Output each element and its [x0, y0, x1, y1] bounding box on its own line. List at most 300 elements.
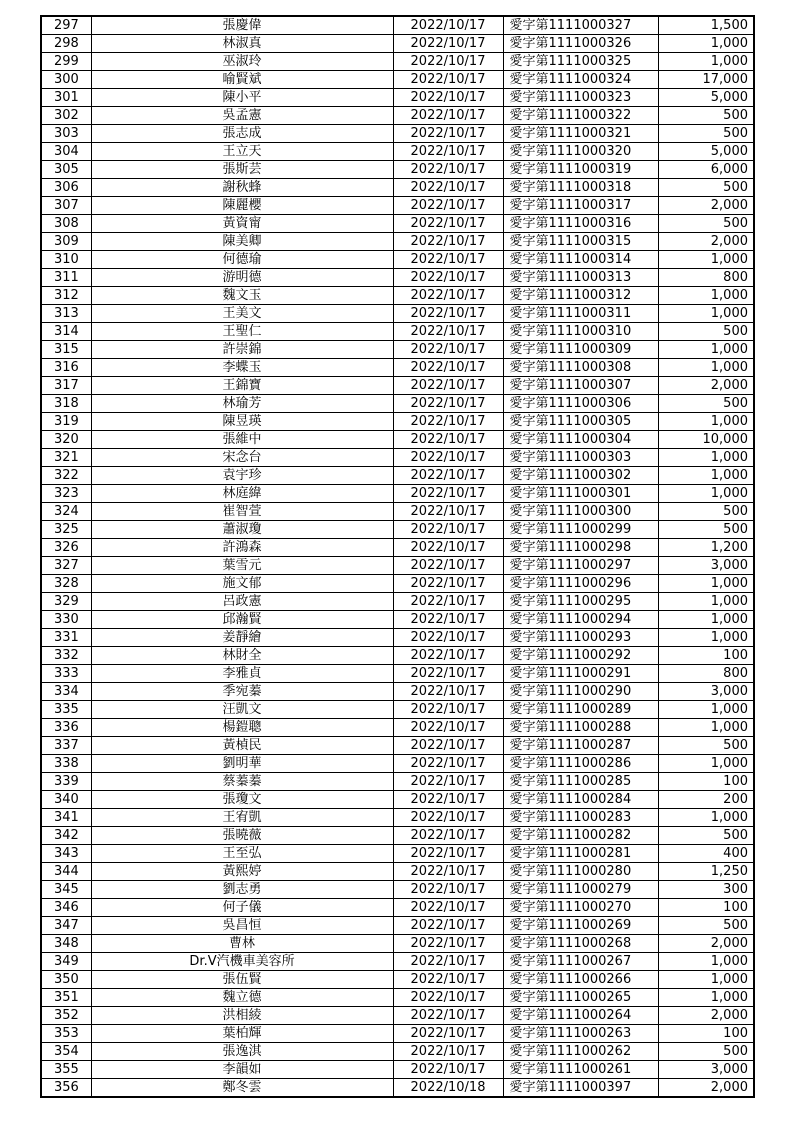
- donor-name-cell: 葉雪元: [91, 557, 393, 575]
- table-row: [41, 881, 754, 899]
- date-cell: 2022/10/17: [393, 593, 503, 611]
- donor-name-cell: 魏文玉: [91, 287, 393, 305]
- row-number-cell: 322: [41, 467, 91, 485]
- date-cell: 2022/10/17: [393, 179, 503, 197]
- date-cell: 2022/10/17: [393, 863, 503, 881]
- table-row: [41, 971, 754, 989]
- table-row: [41, 989, 754, 1007]
- receipt-number-cell: 愛字第1111000302: [503, 467, 658, 485]
- amount-cell: 1,000: [658, 341, 754, 359]
- receipt-number-cell: 愛字第1111000266: [503, 971, 658, 989]
- date-cell: 2022/10/17: [393, 467, 503, 485]
- table-row: [41, 179, 754, 197]
- receipt-number-cell: 愛字第1111000269: [503, 917, 658, 935]
- amount-cell: 1,000: [658, 305, 754, 323]
- table-row: [41, 215, 754, 233]
- receipt-number-cell: 愛字第1111000316: [503, 215, 658, 233]
- date-cell: 2022/10/17: [393, 719, 503, 737]
- date-cell: 2022/10/17: [393, 359, 503, 377]
- donor-name-cell: 楊鎧聰: [91, 719, 393, 737]
- donor-name-cell: 陳昱瑛: [91, 413, 393, 431]
- amount-cell: 1,000: [658, 953, 754, 971]
- table-row: [41, 611, 754, 629]
- date-cell: 2022/10/17: [393, 449, 503, 467]
- receipt-number-cell: 愛字第1111000287: [503, 737, 658, 755]
- date-cell: 2022/10/17: [393, 611, 503, 629]
- amount-cell: 2,000: [658, 197, 754, 215]
- donor-name-cell: 黃熙婷: [91, 863, 393, 881]
- donation-table: [40, 15, 755, 1098]
- table-row: [41, 917, 754, 935]
- table-row: [41, 251, 754, 269]
- table-row: [41, 161, 754, 179]
- date-cell: 2022/10/17: [393, 395, 503, 413]
- receipt-number-cell: 愛字第1111000294: [503, 611, 658, 629]
- amount-cell: 2,000: [658, 377, 754, 395]
- receipt-number-cell: 愛字第1111000279: [503, 881, 658, 899]
- receipt-number-cell: 愛字第1111000262: [503, 1043, 658, 1061]
- date-cell: 2022/10/17: [393, 215, 503, 233]
- table-row: [41, 953, 754, 971]
- donor-name-cell: 林淑真: [91, 35, 393, 53]
- row-number-cell: 333: [41, 665, 91, 683]
- row-number-cell: 350: [41, 971, 91, 989]
- row-number-cell: 301: [41, 89, 91, 107]
- receipt-number-cell: 愛字第1111000312: [503, 287, 658, 305]
- amount-cell: 3,000: [658, 557, 754, 575]
- amount-cell: 1,000: [658, 485, 754, 503]
- donor-name-cell: 袁宇珍: [91, 467, 393, 485]
- table-row: [41, 845, 754, 863]
- row-number-cell: 299: [41, 53, 91, 71]
- date-cell: 2022/10/17: [393, 269, 503, 287]
- amount-cell: 1,000: [658, 413, 754, 431]
- amount-cell: 1,200: [658, 539, 754, 557]
- amount-cell: 100: [658, 1025, 754, 1043]
- amount-cell: 1,000: [658, 989, 754, 1007]
- donor-name-cell: 林財全: [91, 647, 393, 665]
- receipt-number-cell: 愛字第1111000303: [503, 449, 658, 467]
- row-number-cell: 302: [41, 107, 91, 125]
- date-cell: 2022/10/17: [393, 413, 503, 431]
- amount-cell: 2,000: [658, 935, 754, 953]
- table-row: [41, 341, 754, 359]
- amount-cell: 1,000: [658, 35, 754, 53]
- table-row: [41, 467, 754, 485]
- table-row: [41, 305, 754, 323]
- date-cell: 2022/10/17: [393, 323, 503, 341]
- receipt-number-cell: 愛字第1111000308: [503, 359, 658, 377]
- table-row: [41, 593, 754, 611]
- table-row: [41, 1061, 754, 1079]
- row-number-cell: 314: [41, 323, 91, 341]
- donor-name-cell: 呂政憲: [91, 593, 393, 611]
- date-cell: 2022/10/17: [393, 1025, 503, 1043]
- row-number-cell: 354: [41, 1043, 91, 1061]
- donor-name-cell: 吳昌恒: [91, 917, 393, 935]
- donor-name-cell: 王錦寶: [91, 377, 393, 395]
- row-number-cell: 346: [41, 899, 91, 917]
- amount-cell: 1,000: [658, 629, 754, 647]
- amount-cell: 1,000: [658, 53, 754, 71]
- date-cell: 2022/10/17: [393, 16, 503, 35]
- row-number-cell: 355: [41, 1061, 91, 1079]
- table-row: [41, 575, 754, 593]
- table-row: [41, 935, 754, 953]
- date-cell: 2022/10/17: [393, 629, 503, 647]
- row-number-cell: 320: [41, 431, 91, 449]
- receipt-number-cell: 愛字第1111000321: [503, 125, 658, 143]
- table-row: [41, 737, 754, 755]
- amount-cell: 500: [658, 1043, 754, 1061]
- donor-name-cell: 汪凱文: [91, 701, 393, 719]
- date-cell: 2022/10/17: [393, 899, 503, 917]
- table-row: [41, 899, 754, 917]
- amount-cell: 1,000: [658, 719, 754, 737]
- donor-name-cell: 鄭冬雲: [91, 1079, 393, 1098]
- donor-name-cell: 施文郁: [91, 575, 393, 593]
- row-number-cell: 298: [41, 35, 91, 53]
- amount-cell: 500: [658, 737, 754, 755]
- receipt-number-cell: 愛字第1111000325: [503, 53, 658, 71]
- amount-cell: 500: [658, 125, 754, 143]
- receipt-number-cell: 愛字第1111000290: [503, 683, 658, 701]
- donor-name-cell: 蕭淑瓊: [91, 521, 393, 539]
- date-cell: 2022/10/17: [393, 791, 503, 809]
- donation-table-body: [41, 16, 754, 1097]
- date-cell: 2022/10/17: [393, 287, 503, 305]
- receipt-number-cell: 愛字第1111000324: [503, 71, 658, 89]
- donor-name-cell: 邱瀚賢: [91, 611, 393, 629]
- row-number-cell: 319: [41, 413, 91, 431]
- amount-cell: 1,000: [658, 971, 754, 989]
- donor-name-cell: 王至弘: [91, 845, 393, 863]
- amount-cell: 6,000: [658, 161, 754, 179]
- date-cell: 2022/10/17: [393, 701, 503, 719]
- table-row: [41, 485, 754, 503]
- row-number-cell: 305: [41, 161, 91, 179]
- table-row: [41, 431, 754, 449]
- donor-name-cell: 張曉薇: [91, 827, 393, 845]
- donor-name-cell: 王美文: [91, 305, 393, 323]
- amount-cell: 1,500: [658, 16, 754, 35]
- row-number-cell: 308: [41, 215, 91, 233]
- donor-name-cell: 王立天: [91, 143, 393, 161]
- row-number-cell: 329: [41, 593, 91, 611]
- date-cell: 2022/10/17: [393, 935, 503, 953]
- donor-name-cell: 張維中: [91, 431, 393, 449]
- row-number-cell: 316: [41, 359, 91, 377]
- row-number-cell: 328: [41, 575, 91, 593]
- table-row: [41, 413, 754, 431]
- row-number-cell: 336: [41, 719, 91, 737]
- receipt-number-cell: 愛字第1111000297: [503, 557, 658, 575]
- donor-name-cell: 吳孟憲: [91, 107, 393, 125]
- table-row: [41, 719, 754, 737]
- donor-name-cell: 洪相綾: [91, 1007, 393, 1025]
- amount-cell: 500: [658, 827, 754, 845]
- donor-name-cell: 張斯芸: [91, 161, 393, 179]
- table-row: [41, 449, 754, 467]
- date-cell: 2022/10/17: [393, 161, 503, 179]
- receipt-number-cell: 愛字第1111000323: [503, 89, 658, 107]
- row-number-cell: 309: [41, 233, 91, 251]
- amount-cell: 500: [658, 395, 754, 413]
- date-cell: 2022/10/17: [393, 683, 503, 701]
- row-number-cell: 307: [41, 197, 91, 215]
- row-number-cell: 348: [41, 935, 91, 953]
- row-number-cell: 321: [41, 449, 91, 467]
- donor-name-cell: 張逸淇: [91, 1043, 393, 1061]
- row-number-cell: 317: [41, 377, 91, 395]
- donor-name-cell: 季宛蓁: [91, 683, 393, 701]
- donor-name-cell: 陳小平: [91, 89, 393, 107]
- receipt-number-cell: 愛字第1111000286: [503, 755, 658, 773]
- receipt-number-cell: 愛字第1111000322: [503, 107, 658, 125]
- table-row: [41, 71, 754, 89]
- table-row: [41, 827, 754, 845]
- receipt-number-cell: 愛字第1111000313: [503, 269, 658, 287]
- row-number-cell: 325: [41, 521, 91, 539]
- row-number-cell: 297: [41, 16, 91, 35]
- date-cell: 2022/10/17: [393, 521, 503, 539]
- amount-cell: 100: [658, 899, 754, 917]
- amount-cell: 1,000: [658, 287, 754, 305]
- date-cell: 2022/10/17: [393, 143, 503, 161]
- receipt-number-cell: 愛字第1111000317: [503, 197, 658, 215]
- amount-cell: 1,000: [658, 467, 754, 485]
- receipt-number-cell: 愛字第1111000326: [503, 35, 658, 53]
- row-number-cell: 331: [41, 629, 91, 647]
- receipt-number-cell: 愛字第1111000282: [503, 827, 658, 845]
- table-row: [41, 791, 754, 809]
- table-row: [41, 323, 754, 341]
- row-number-cell: 342: [41, 827, 91, 845]
- donor-name-cell: 張慶偉: [91, 16, 393, 35]
- table-row: [41, 1079, 754, 1098]
- date-cell: 2022/10/17: [393, 989, 503, 1007]
- table-row: [41, 53, 754, 71]
- table-row: [41, 125, 754, 143]
- row-number-cell: 349: [41, 953, 91, 971]
- row-number-cell: 327: [41, 557, 91, 575]
- receipt-number-cell: 愛字第1111000267: [503, 953, 658, 971]
- amount-cell: 800: [658, 269, 754, 287]
- amount-cell: 500: [658, 107, 754, 125]
- amount-cell: 500: [658, 179, 754, 197]
- row-number-cell: 300: [41, 71, 91, 89]
- table-row: [41, 683, 754, 701]
- date-cell: 2022/10/17: [393, 377, 503, 395]
- row-number-cell: 311: [41, 269, 91, 287]
- receipt-number-cell: 愛字第1111000270: [503, 899, 658, 917]
- row-number-cell: 318: [41, 395, 91, 413]
- donor-name-cell: 魏立德: [91, 989, 393, 1007]
- amount-cell: 2,000: [658, 1007, 754, 1025]
- amount-cell: 3,000: [658, 1061, 754, 1079]
- receipt-number-cell: 愛字第1111000268: [503, 935, 658, 953]
- donor-name-cell: 崔智萱: [91, 503, 393, 521]
- amount-cell: 1,000: [658, 251, 754, 269]
- row-number-cell: 340: [41, 791, 91, 809]
- row-number-cell: 303: [41, 125, 91, 143]
- amount-cell: 1,000: [658, 593, 754, 611]
- row-number-cell: 315: [41, 341, 91, 359]
- date-cell: 2022/10/17: [393, 845, 503, 863]
- date-cell: 2022/10/17: [393, 53, 503, 71]
- receipt-number-cell: 愛字第1111000285: [503, 773, 658, 791]
- receipt-number-cell: 愛字第1111000327: [503, 16, 658, 35]
- donor-name-cell: 劉志勇: [91, 881, 393, 899]
- amount-cell: 300: [658, 881, 754, 899]
- table-row: [41, 809, 754, 827]
- table-row: [41, 16, 754, 35]
- amount-cell: 200: [658, 791, 754, 809]
- row-number-cell: 324: [41, 503, 91, 521]
- date-cell: 2022/10/17: [393, 305, 503, 323]
- donor-name-cell: 張伍賢: [91, 971, 393, 989]
- table-row: [41, 89, 754, 107]
- table-row: [41, 629, 754, 647]
- table-row: [41, 35, 754, 53]
- donor-name-cell: 黃楨民: [91, 737, 393, 755]
- receipt-number-cell: 愛字第1111000314: [503, 251, 658, 269]
- amount-cell: 10,000: [658, 431, 754, 449]
- amount-cell: 1,000: [658, 809, 754, 827]
- donor-name-cell: 黃資甯: [91, 215, 393, 233]
- table-row: [41, 1043, 754, 1061]
- row-number-cell: 338: [41, 755, 91, 773]
- receipt-number-cell: 愛字第1111000305: [503, 413, 658, 431]
- row-number-cell: 353: [41, 1025, 91, 1043]
- receipt-number-cell: 愛字第1111000307: [503, 377, 658, 395]
- date-cell: 2022/10/17: [393, 971, 503, 989]
- amount-cell: 5,000: [658, 143, 754, 161]
- table-row: [41, 287, 754, 305]
- amount-cell: 3,000: [658, 683, 754, 701]
- date-cell: 2022/10/17: [393, 647, 503, 665]
- donor-name-cell: 喻賢斌: [91, 71, 393, 89]
- receipt-number-cell: 愛字第1111000296: [503, 575, 658, 593]
- donor-name-cell: 李雅貞: [91, 665, 393, 683]
- date-cell: 2022/10/17: [393, 35, 503, 53]
- amount-cell: 800: [658, 665, 754, 683]
- donor-name-cell: 林庭緯: [91, 485, 393, 503]
- table-row: [41, 701, 754, 719]
- date-cell: 2022/10/17: [393, 431, 503, 449]
- date-cell: 2022/10/17: [393, 251, 503, 269]
- date-cell: 2022/10/17: [393, 1007, 503, 1025]
- receipt-number-cell: 愛字第1111000293: [503, 629, 658, 647]
- date-cell: 2022/10/17: [393, 773, 503, 791]
- amount-cell: 1,000: [658, 611, 754, 629]
- table-row: [41, 521, 754, 539]
- amount-cell: 1,000: [658, 575, 754, 593]
- donor-name-cell: 曹林: [91, 935, 393, 953]
- receipt-number-cell: 愛字第1111000301: [503, 485, 658, 503]
- receipt-number-cell: 愛字第1111000295: [503, 593, 658, 611]
- row-number-cell: 344: [41, 863, 91, 881]
- amount-cell: 500: [658, 323, 754, 341]
- row-number-cell: 352: [41, 1007, 91, 1025]
- donor-name-cell: 李韻如: [91, 1061, 393, 1079]
- table-row: [41, 143, 754, 161]
- row-number-cell: 345: [41, 881, 91, 899]
- donor-name-cell: 劉明華: [91, 755, 393, 773]
- date-cell: 2022/10/17: [393, 575, 503, 593]
- donor-name-cell: 張志成: [91, 125, 393, 143]
- row-number-cell: 306: [41, 179, 91, 197]
- date-cell: 2022/10/17: [393, 539, 503, 557]
- date-cell: 2022/10/17: [393, 233, 503, 251]
- amount-cell: 500: [658, 503, 754, 521]
- receipt-number-cell: 愛字第1111000291: [503, 665, 658, 683]
- receipt-number-cell: 愛字第1111000292: [503, 647, 658, 665]
- donor-name-cell: 陳麗櫻: [91, 197, 393, 215]
- amount-cell: 2,000: [658, 1079, 754, 1098]
- receipt-number-cell: 愛字第1111000320: [503, 143, 658, 161]
- donor-name-cell: 姜靜繪: [91, 629, 393, 647]
- donor-name-cell: 王宥凱: [91, 809, 393, 827]
- donor-name-cell: 王聖仁: [91, 323, 393, 341]
- date-cell: 2022/10/17: [393, 1043, 503, 1061]
- receipt-number-cell: 愛字第1111000281: [503, 845, 658, 863]
- date-cell: 2022/10/17: [393, 737, 503, 755]
- amount-cell: 100: [658, 773, 754, 791]
- date-cell: 2022/10/17: [393, 89, 503, 107]
- table-row: [41, 665, 754, 683]
- table-row: [41, 539, 754, 557]
- donor-name-cell: 張瓊文: [91, 791, 393, 809]
- date-cell: 2022/10/17: [393, 107, 503, 125]
- date-cell: 2022/10/17: [393, 71, 503, 89]
- amount-cell: 2,000: [658, 233, 754, 251]
- row-number-cell: 310: [41, 251, 91, 269]
- row-number-cell: 312: [41, 287, 91, 305]
- row-number-cell: 330: [41, 611, 91, 629]
- receipt-number-cell: 愛字第1111000299: [503, 521, 658, 539]
- donor-name-cell: Dr.V汽機車美容所: [91, 953, 393, 971]
- date-cell: 2022/10/17: [393, 827, 503, 845]
- donor-name-cell: 何子儀: [91, 899, 393, 917]
- date-cell: 2022/10/17: [393, 1061, 503, 1079]
- table-row: [41, 503, 754, 521]
- date-cell: 2022/10/17: [393, 881, 503, 899]
- date-cell: 2022/10/17: [393, 485, 503, 503]
- receipt-number-cell: 愛字第1111000310: [503, 323, 658, 341]
- receipt-number-cell: 愛字第1111000315: [503, 233, 658, 251]
- donor-name-cell: 宋念台: [91, 449, 393, 467]
- donor-name-cell: 何德瑜: [91, 251, 393, 269]
- receipt-number-cell: 愛字第1111000397: [503, 1079, 658, 1098]
- table-row: [41, 647, 754, 665]
- row-number-cell: 341: [41, 809, 91, 827]
- amount-cell: 500: [658, 917, 754, 935]
- table-row: [41, 269, 754, 287]
- receipt-number-cell: 愛字第1111000288: [503, 719, 658, 737]
- receipt-number-cell: 愛字第1111000264: [503, 1007, 658, 1025]
- table-row: [41, 1025, 754, 1043]
- date-cell: 2022/10/17: [393, 197, 503, 215]
- table-row: [41, 197, 754, 215]
- table-row: [41, 107, 754, 125]
- amount-cell: 1,000: [658, 701, 754, 719]
- row-number-cell: 326: [41, 539, 91, 557]
- receipt-number-cell: 愛字第1111000311: [503, 305, 658, 323]
- amount-cell: 17,000: [658, 71, 754, 89]
- receipt-number-cell: 愛字第1111000309: [503, 341, 658, 359]
- date-cell: 2022/10/17: [393, 557, 503, 575]
